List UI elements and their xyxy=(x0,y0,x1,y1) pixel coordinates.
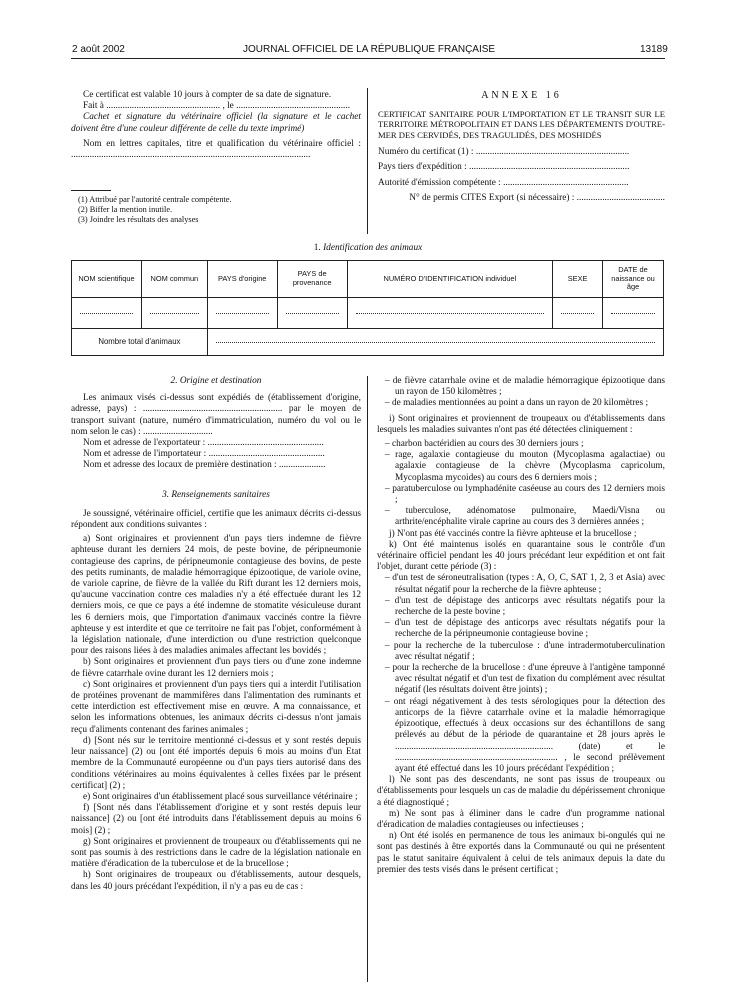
right-body-column xyxy=(377,376,665,876)
condition-k-item-5: – pour la recherche de la brucellose : d'une épreuve à l'antigène tamponné avec résultat négatif et d'un test de fixation du complément avec résultat négatif (les résultats doivent être joints) ; xyxy=(385,663,665,696)
condition-b: b) Sont originaires et proviennent d'un pays tiers ou d'une zone indemne de fièvre catarrhale ovine durant les 12 derniers mois ; xyxy=(71,657,361,679)
field-dispatch-country: Pays tiers d'expédition : ..................................................................... xyxy=(378,162,630,173)
condition-l: l) Ne sont pas des descendants, ne sont pas issus de troupeaux ou d'établissements pour lesquels un cas de maladie du dépérissement chronique a été diagnostiqué ; xyxy=(377,775,665,808)
condition-i-item-4: – tuberculose, adénomatose pulmonaire, Maedi/Visna ou arthrite/encéphalite virale caprine au cours des 3 dernières années ; xyxy=(385,506,665,528)
animal-identification-table xyxy=(71,260,664,356)
annex-block xyxy=(378,90,665,204)
condition-a: a) Sont originaires et proviennent d'un pays tiers indemne de fièvre aphteuse durant les derniers 24 mois, de peste bovine, de péripneumonie contagieuse des caprins, de péripneumonie contagieuse des bovins, de peste des petits ruminants, de maladie hémorragique épizootique, de variole ovine, de variole caprine, de fièvre de la vallée du Rift durant les 12 derniers mois, qu'aucune vaccination contre ces maladies n'y a été effectuée durant les 12 derniers mois, ce que ce pays a été indemne de stomatite vésiculeuse durant les 6 derniers mois, que l'importation d'animaux vaccinés contre la fièvre aphteuse y est interdite et que ce territoire ne fait pas l'objet, conformément à la législation nationale, d'une interdiction ou d'une restriction quelconque pour des raisons liées à des maladies animales affectant les bovidés ; xyxy=(71,534,361,657)
condition-n: n) Ont été isolés en permanence de tous les animaux bi-ongulés qui ne sont pas destinés à être exportés dans la Communauté ou qui ne présentent pas le statut sanitaire équivalent à celui de tels animaux depuis la date du premier des tests visés dans le présent certificat ; xyxy=(377,831,665,875)
validity-text: Ce certificat est valable 10 jours à compter de sa date de signature. xyxy=(83,90,332,100)
footnote-1: (1) Attribué par l'autorité centrale compétente. xyxy=(78,195,232,204)
condition-k-item-3: – d'un test de dépistage des anticorps avec résultats négatifs pour la recherche de la péripneumonie contagieuse bovine ; xyxy=(385,618,665,640)
col-header-sex: SEXE xyxy=(553,261,603,298)
total-animals-value xyxy=(207,329,663,356)
condition-c: c) Sont originaires et proviennent d'un pays tiers qui a interdit l'utilisation de protéines provenant de mammifères dans l'alimentation des ruminants et cette interdiction est effectivement mise en œuvre. A ma connaissance, et selon les informations obtenues, les animaux décrits ci-dessus n'ont jamais reçu d'aliments contenant des farines animales ; xyxy=(71,679,361,735)
condition-k-item-4: – pour la recherche de la tuberculose : d'une intradermotuberculination avec résultat négatif ; xyxy=(385,640,665,662)
section-3-heading: 3. Renseignements sanitaires xyxy=(162,489,270,500)
table-cell xyxy=(277,298,347,329)
header-page-number: 13189 xyxy=(640,44,668,55)
signed-at-line: Fait à ................................................. , le ................................................. xyxy=(83,101,351,112)
condition-i: i) Sont originaires et proviennent de troupeaux ou d'établissements dans lesquels les maladies suivantes n'ont pas été détectées cliniquement : xyxy=(377,413,665,435)
stamp-signature-note: Cachet et signature du vétérinaire officiel (la signature et le cachet doivent être d'une couleur différente de celle du texte imprimé) xyxy=(71,112,361,134)
table-cell xyxy=(141,298,207,329)
col-header-provenance-country: PAYS de provenance xyxy=(277,261,347,298)
header-journal-title: JOURNAL OFFICIEL DE LA RÉPUBLIQUE FRANÇAISE xyxy=(243,44,496,55)
condition-h: h) Sont originaires de troupeaux ou d'établissements, autour desquels, dans les 40 jours précédant l'expédition, il n'y a pas eu de cas : xyxy=(71,870,361,892)
section-1-heading xyxy=(71,243,665,254)
section-1-title: Identification des animaux xyxy=(323,243,423,253)
condition-j: j) N'ont pas été vaccinés contre la fièvre aphteuse et la brucellose ; xyxy=(389,528,637,539)
table-header-row xyxy=(72,261,664,298)
footnote-3: (3) Joindre les résultats des analyses xyxy=(78,215,199,224)
field-cites-permit: N° de permis CITES Export (si nécessaire) : ...................................... xyxy=(409,192,665,203)
section-3-intro: Je soussigné, vétérinaire officiel, certifie que les animaux décrits ci-dessus répondent aux conditions suivantes : xyxy=(71,508,361,531)
section-2-exporter: Nom et adresse de l'exportateur : .................................................. xyxy=(83,438,324,449)
column-divider-top xyxy=(367,88,368,234)
condition-i-item-2: – rage, agalaxie contagieuse du mouton (Mycoplasma agalactiae) ou agalaxie contagieuse de la chèvre (Mycoplasma capricolum, Mycoplasma mycoides) au cours des 6 derniers mois ; xyxy=(385,450,665,483)
section-2-destination: Nom et adresse des locaux de première destination : .................... xyxy=(83,460,326,471)
column-divider-body xyxy=(367,376,368,982)
field-certificate-number: Numéro du certificat (1) : .................................................................. xyxy=(378,147,630,158)
table-cell xyxy=(207,298,277,329)
section-1-number: 1. xyxy=(313,243,321,253)
table-cell xyxy=(603,298,664,329)
table-cell xyxy=(347,298,553,329)
footnote-2: (2) Biffer la mention inutile. xyxy=(78,205,173,214)
table-total-row xyxy=(72,329,664,356)
col-header-origin-country: PAYS d'origine xyxy=(207,261,277,298)
footnote-rule xyxy=(71,190,111,191)
col-header-birth-date: DATE de naissance ou âge xyxy=(603,261,664,298)
col-header-scientific-name: NOM scientifique xyxy=(72,261,142,298)
footnotes xyxy=(78,195,358,225)
condition-m: m) Ne sont pas à éliminer dans le cadre d'un programme national d'éradication de maladies contagieuses ou infectieuses ; xyxy=(377,808,665,830)
section-2-heading: 2. Origine et destination xyxy=(170,376,262,386)
header-date: 2 août 2002 xyxy=(72,44,125,55)
table-row xyxy=(72,298,664,329)
condition-k-item-2: – d'un test de dépistage des anticorps avec résultats négatifs pour la recherche de la peste bovine ; xyxy=(385,595,665,618)
condition-e: e) Sont originaires d'un établissement placé sous surveillance vétérinaire ; xyxy=(83,791,358,802)
total-animals-label: Nombre total d'animaux xyxy=(72,329,208,356)
condition-i-item-3: – paratuberculose ou lymphadénite caséeuse au cours des 12 derniers mois ; xyxy=(385,483,665,506)
section-2-origin: Les animaux visés ci-dessus sont expédiés de (établissement d'origine, adresse, pays) : ............................................................ par le moyen de transport suivant (nature, numéro d'immatriculation, numéro du vol ou le nom selon le cas) : .............................. xyxy=(71,393,361,437)
header-rule xyxy=(71,58,665,59)
condition-k-item-6: – ont réagi négativement à des tests sérologiques pour la détection des anticorps de la fièvre catarrhale ovine et la maladie hémorragique épizootique, effectués à deux occasions sur des échantillons de sang prélevés au début de la période de quarantaine et 28 jours après le .................................................................... (date) et le ...................................................................... , le second prélèvement ayant été effectué dans les 10 jours précédant l'expédition ; xyxy=(385,696,665,774)
table-cell xyxy=(553,298,603,329)
annex-title: CERTIFICAT SANITAIRE POUR L'IMPORTATION ET LE TRANSIT SUR LE TERRITOIRE MÉTROPOLITAIN ET DANS LES DÉPARTEMENTS D'OUTRE-MER DES CERVIDÉS, DES TRAGULIDÉS, DES MOSHIDÉS xyxy=(378,109,665,140)
certificate-validity-block xyxy=(71,90,361,161)
condition-i-item-1: – charbon bactéridien au cours des 30 derniers jours ; xyxy=(385,439,584,450)
field-issuing-authority: Autorité d'émission compétente : ...................................................... xyxy=(378,177,629,188)
condition-k: k) Ont été maintenus isolés en quarantaine sous le contrôle d'un vétérinaire officiel pendant les 40 jours précédant leur expédition et ont fait l'objet, durant cette période (3) : xyxy=(377,539,665,573)
col-header-common-name: NOM commun xyxy=(141,261,207,298)
annex-label: ANNEXE 16 xyxy=(481,90,562,101)
table-cell xyxy=(72,298,142,329)
condition-d: d) [Sont nés sur le territoire mentionné ci-dessus et y sont restés depuis leur naissance] (2) ou [ont été importés depuis 6 mois au moins d'un Etat membre de la Communauté européenne ou d'un pays tiers autorisé dans des conditions vétérinaires au moins équivalentes à celles fixées par le présent certificat] (2) ; xyxy=(71,735,361,791)
condition-f: f) [Sont nés dans l'établissement d'origine et y sont restés depuis leur naissance] (2) ou [ont été introduits dans l'établissement depuis au moins 6 mois] (2) ; xyxy=(71,803,361,836)
col-header-identification-number: NUMÉRO D'IDENTIFICATION individuel xyxy=(347,261,553,298)
left-body-column xyxy=(71,376,361,893)
condition-g: g) Sont originaires et proviennent de troupeaux ou d'établissements qui ne sont pas soumis à des restrictions dans le cadre de la législation nationale en matière d'éradication de la tuberculose et de la brucellose ; xyxy=(71,836,361,870)
condition-h-item-2: – de maladies mentionnées au point a dans un rayon de 20 kilomètres ; xyxy=(385,398,649,409)
condition-k-item-1: – d'un test de séroneutralisation (types : A, O, C, SAT 1, 2, 3 et Asia) avec résultat négatif pour la recherche de la fièvre aphteuse ; xyxy=(385,573,665,595)
condition-h-item-1: – de fièvre catarrhale ovine et de maladie hémorragique épizootique dans un rayon de 150 kilomètres ; xyxy=(385,376,665,398)
section-2-importer: Nom et adresse de l'importateur : .................................................. xyxy=(83,449,325,460)
veterinarian-name-line: Nom en lettres capitales, titre et qualification du vétérinaire officiel : ....................................................................................................... xyxy=(71,138,361,161)
